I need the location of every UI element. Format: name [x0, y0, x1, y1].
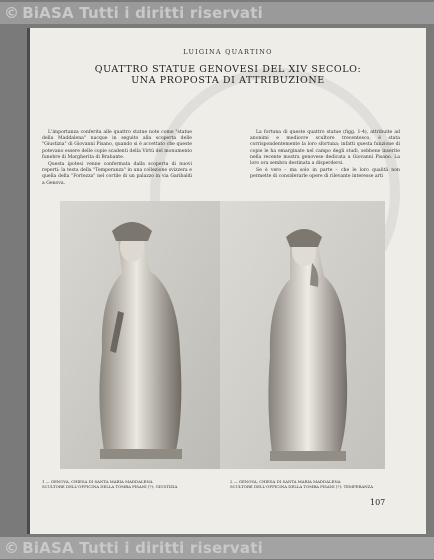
page-number: 107	[370, 498, 386, 507]
running-head-author: LUIGINA QUARTINO	[183, 48, 273, 56]
article-title	[30, 64, 426, 86]
figure-2-statue-photo	[220, 201, 385, 469]
figure-1-caption: 1 — GENOVA, CHIESA DI SANTA MARIA MADDALENA SCULTORE DELL'OFFICINA DELLA TOMBA PISANI (?): GIUSTIZIA	[42, 479, 178, 490]
figure-1-statue-photo	[60, 201, 222, 469]
text-column-left	[42, 130, 192, 188]
paragraph: La fortuna di queste quattro statue (figg. 1-4), attribuite ad anonimi e mediocre scultore trecentesco, è stata corrispondentemente la loro sfortuna; infatti questa funzione di copie le ha emarginate nel campo degli studi, sebbene inserite nella recente mostra genovese dedicata a Giovanni Pisano. La loro ora sembra destinata a disperdersi.	[250, 130, 400, 167]
title-line-1: QUATTRO STATUE GENOVESI DEL XIV SECOLO:	[94, 64, 362, 75]
watermark-text: BiASA Tutti i diritti riservati	[22, 4, 263, 22]
paragraph: Questa ipotesi venne confermata dalla scoperta di nuovi reperti: la testa della "Temperanza" in una collezione svizzera e quella della "Fortezza" nel cortile di un palazzo in via Garibaldi a Genova.	[42, 162, 192, 186]
title-line-2: UNA PROPOSTA DI ATTRIBUZIONE	[131, 75, 325, 86]
text-column-right	[250, 130, 400, 182]
paragraph: Se è vero – ma solo in parte – che le loro qualità non permette di considerarle opere di rilevante interesse arti	[250, 168, 400, 180]
copyright-symbol: ©	[4, 539, 20, 557]
copyright-symbol: ©	[4, 4, 20, 22]
journal-page	[30, 28, 426, 534]
figure-2-caption: 2 — GENOVA, CHIESA DI SANTA MARIA MADDALENA SCULTORE DELL'OFFICINA DELLA TOMBA PISANI (?): TEMPERANZA	[230, 479, 374, 490]
watermark-bottom	[0, 537, 434, 559]
paragraph: L'importanza conferita alle quattro statue note come "statue della Maddalena" nacque in seguito alla scoperta delle "Giustizia" di Giovanni Pisano, quando si è accettato che queste potevano essere delle copie scadenti della Virtù del monumento funebre di Margherita di Brabante.	[42, 130, 192, 160]
watermark-text: BiASA Tutti i diritti riservati	[22, 539, 263, 557]
watermark-top	[0, 2, 434, 24]
